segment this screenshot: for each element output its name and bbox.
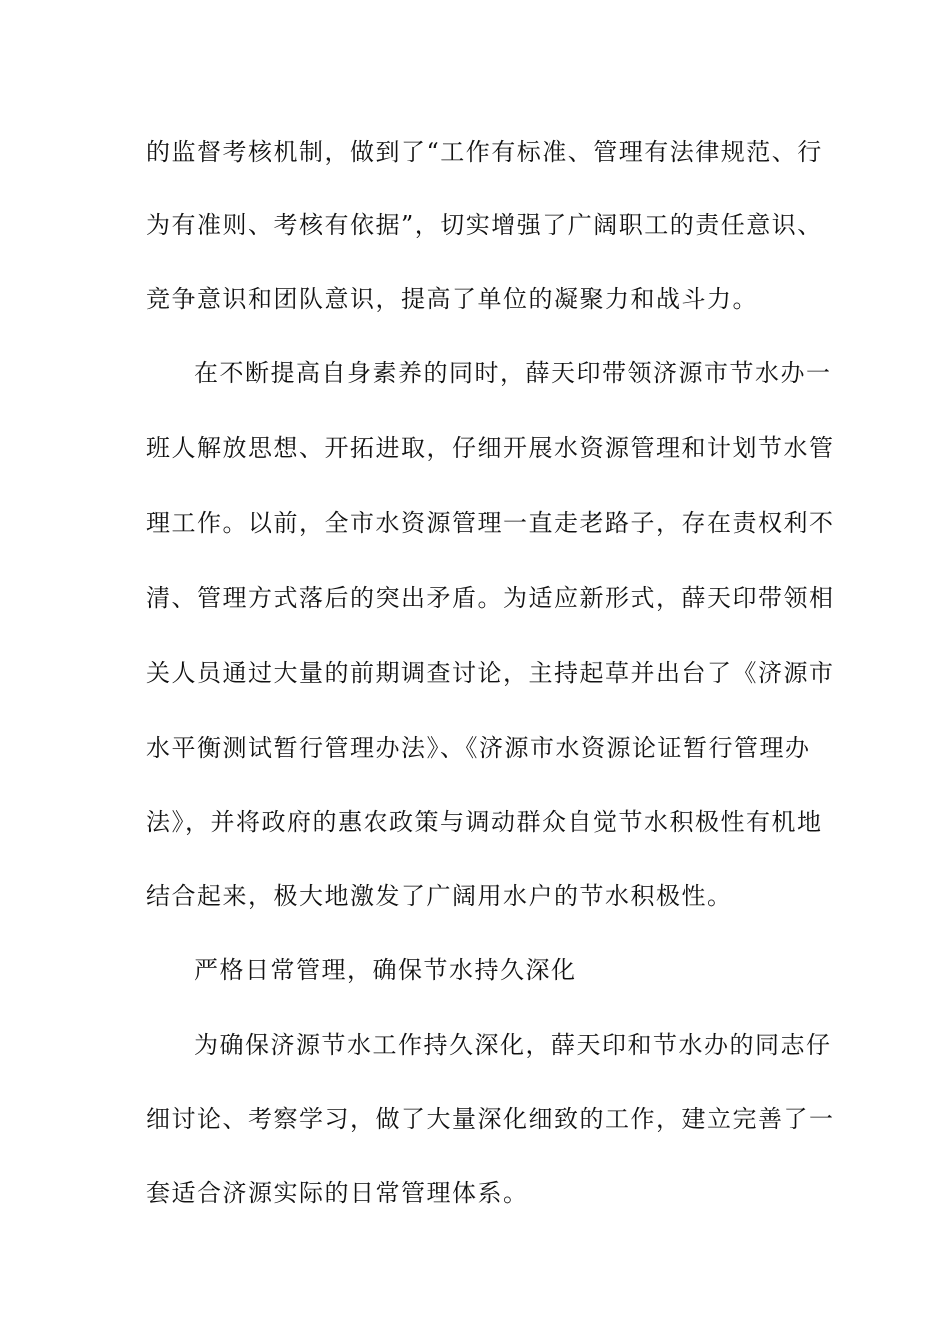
paragraph-line: 班人解放思想、开拓进取，仔细开展水资源管理和计划节水管 bbox=[146, 434, 835, 462]
paragraph-line: 理工作。以前，全市水资源管理一直走老路子，存在责权利不 bbox=[146, 509, 835, 537]
paragraph-line: 套适合济源实际的日常管理体系。 bbox=[146, 1179, 529, 1207]
paragraph-line: 细讨论、考察学习，做了大量深化细致的工作，建立完善了一 bbox=[146, 1105, 835, 1133]
paragraph-line: 为确保济源节水工作持久深化，薛天印和节水办的同志仔 bbox=[194, 1031, 832, 1059]
section-heading: 严格日常管理，确保节水持久深化 bbox=[194, 956, 577, 984]
paragraph-line: 竞争意识和团队意识，提高了单位的凝聚力和战斗力。 bbox=[146, 285, 758, 313]
paragraph-line: 在不断提高自身素养的同时，薛天印带领济源市节水办一 bbox=[194, 359, 832, 387]
paragraph-line: 结合起来，极大地激发了广阔用水户的节水积极性。 bbox=[146, 882, 733, 910]
paragraph-line: 法》，并将政府的惠农政策与调动群众自觉节水积极性有机地 bbox=[146, 808, 823, 836]
paragraph-line: 清、管理方式落后的突出矛盾。为适应新形式，薛天印带领相 bbox=[146, 584, 835, 612]
paragraph-line: 为有准则、考核有依据”，切实增强了广阔职工的责任意识、 bbox=[146, 211, 823, 239]
paragraph-line: 水平衡测试暂行管理办法》、《济源市水资源论证暂行管理办 bbox=[146, 734, 811, 762]
paragraph-line: 的监督考核机制，做到了“工作有标准、管理有法律规范、行 bbox=[146, 138, 823, 166]
paragraph-line: 关人员通过大量的前期调查讨论，主持起草并出台了《济源市 bbox=[146, 659, 835, 687]
